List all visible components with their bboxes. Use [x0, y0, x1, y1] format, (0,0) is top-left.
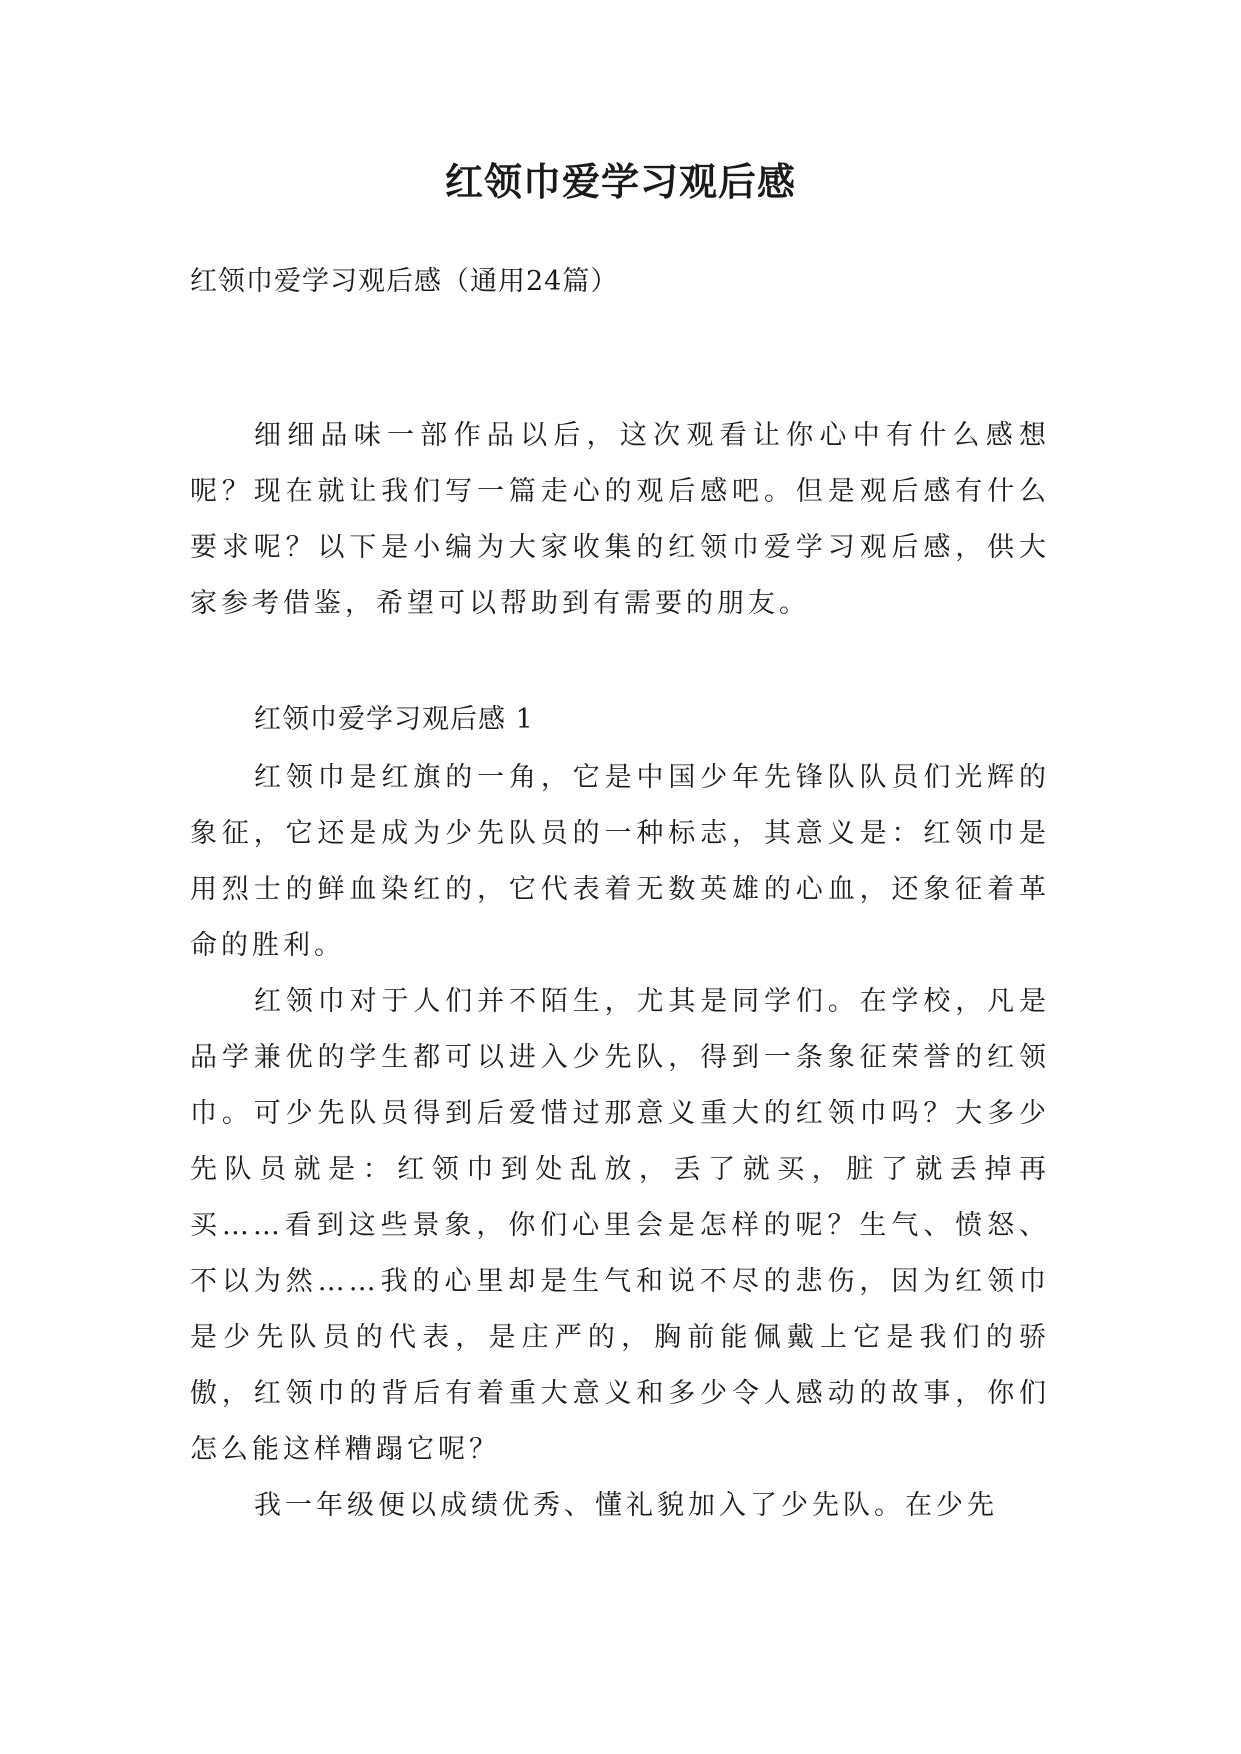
document-title: 红领巾爱学习观后感 — [444, 159, 796, 204]
body-paragraph-2: 红领巾对于人们并不陌生，尤其是同学们。在学校，凡是品学兼优的学生都可以进入少先队，得到一条象征荣誉的红领巾。可少先队员得到后爱惜过那意义重大的红领巾吗？大多少先队员就是：红领巾到处乱放，丢了就买，脏了就丢掉再买……看到这些景象，你们心里会是怎样的呢？生气、愤怒、不以为然……我的心里却是生气和说不尽的悲伤，因为红领巾是少先队员的代表，是庄严的，胸前能佩戴上它是我们的骄傲，红领巾的背后有着重大意义和多少令人感动的故事，你们怎么能这样糟蹋它呢？ — [190, 986, 1050, 1465]
section-heading: 红领巾爱学习观后感 1 — [254, 704, 534, 735]
body-paragraph-3: 我一年级便以成绩优秀、懂礼貌加入了少先队。在少先 — [254, 1490, 998, 1521]
intro-section — [190, 408, 1050, 632]
article-body — [190, 750, 1050, 1534]
body-paragraph-1: 红领巾是红旗的一角，它是中国少年先锋队队员们光辉的象征，它还是成为少先队员的一种标志，其意义是：红领巾是用烈士的鲜血染红的，它代表着无数英雄的心血，还象征着革命的胜利。 — [190, 762, 1050, 961]
intro-paragraph: 细细品味一部作品以后，这次观看让你心中有什么感想呢？现在就让我们写一篇走心的观后感吧。但是观后感有什么要求呢？以下是小编为大家收集的红领巾爱学习观后感，供大家参考借鉴，希望可以帮助到有需要的朋友。 — [190, 420, 1050, 619]
document-subtitle: 红领巾爱学习观后感（通用24篇） — [190, 266, 619, 297]
